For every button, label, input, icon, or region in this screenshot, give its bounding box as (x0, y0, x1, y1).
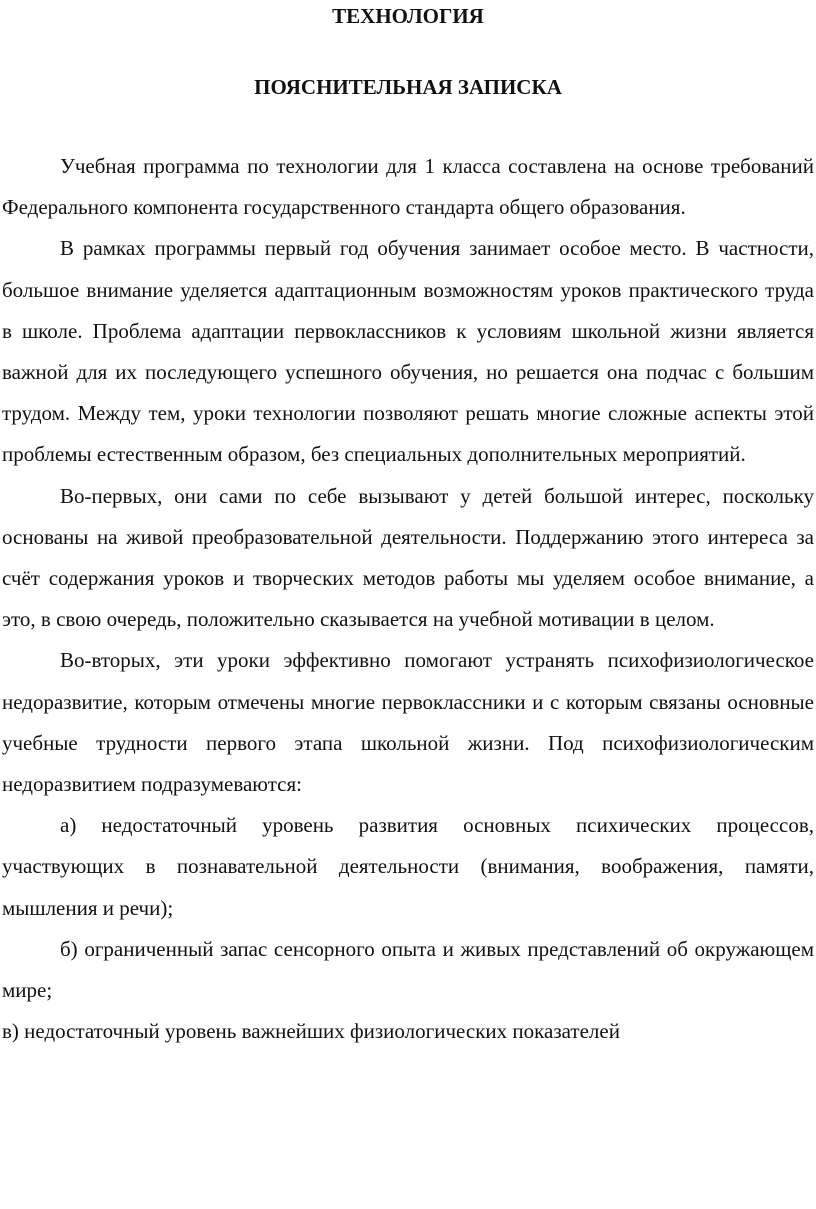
paragraph-intro: Учебная программа по технологии для 1 класса составлена на основе требований Федерального компонента государственного стандарта общего образования. (2, 154, 814, 220)
list-item-a: а) недостаточный уровень развития основных психических процессов, участвующих в познавательной деятельности (внимания, воображения, памяти, мышления и речи); (2, 813, 814, 920)
document-body (2, 146, 814, 1052)
list-item-b: б) ограниченный запас сенсорного опыта и живых представлений об окружающем мире; (2, 936, 814, 1003)
document-title: ТЕХНОЛОГИЯ (332, 4, 484, 28)
document-subtitle: ПОЯСНИТЕЛЬНАЯ ЗАПИСКА (254, 75, 562, 99)
paragraph-secondly: Во-вторых, эти уроки эффективно помогают устранять психофизиологическое недоразвитие, которым отмечены многие первоклассники и с которым связаны основные учебные трудности первого этапа школьной жизни. Под психофизиологическим недоразвитием подразумеваются: (2, 648, 814, 797)
paragraph-first-year: В рамках программы первый год обучения занимает особое место. В частности, большое внимание уделяется адаптационным возможностям уроков практического труда в школе. Проблема адаптации первоклассников к условиям школьной жизни является важной для их последующего успешного обучения, но решается она подчас с большим трудом. Между тем, уроки технологии позволяют решать многие сложные аспекты этой проблемы естественным образом, без специальных дополнительных мероприятий. (2, 236, 814, 467)
paragraph-firstly: Во-первых, они сами по себе вызывают у детей большой интерес, поскольку основаны на живой преобразовательной деятельности. Поддержанию этого интереса за счёт содержания уроков и творческих методов работы мы уделяем особое внимание, а это, в свою очередь, положительно сказывается на учебной мотивации в целом. (2, 483, 814, 632)
list-item-c: в) недостаточный уровень важнейших физиологических показателей (2, 1019, 620, 1044)
